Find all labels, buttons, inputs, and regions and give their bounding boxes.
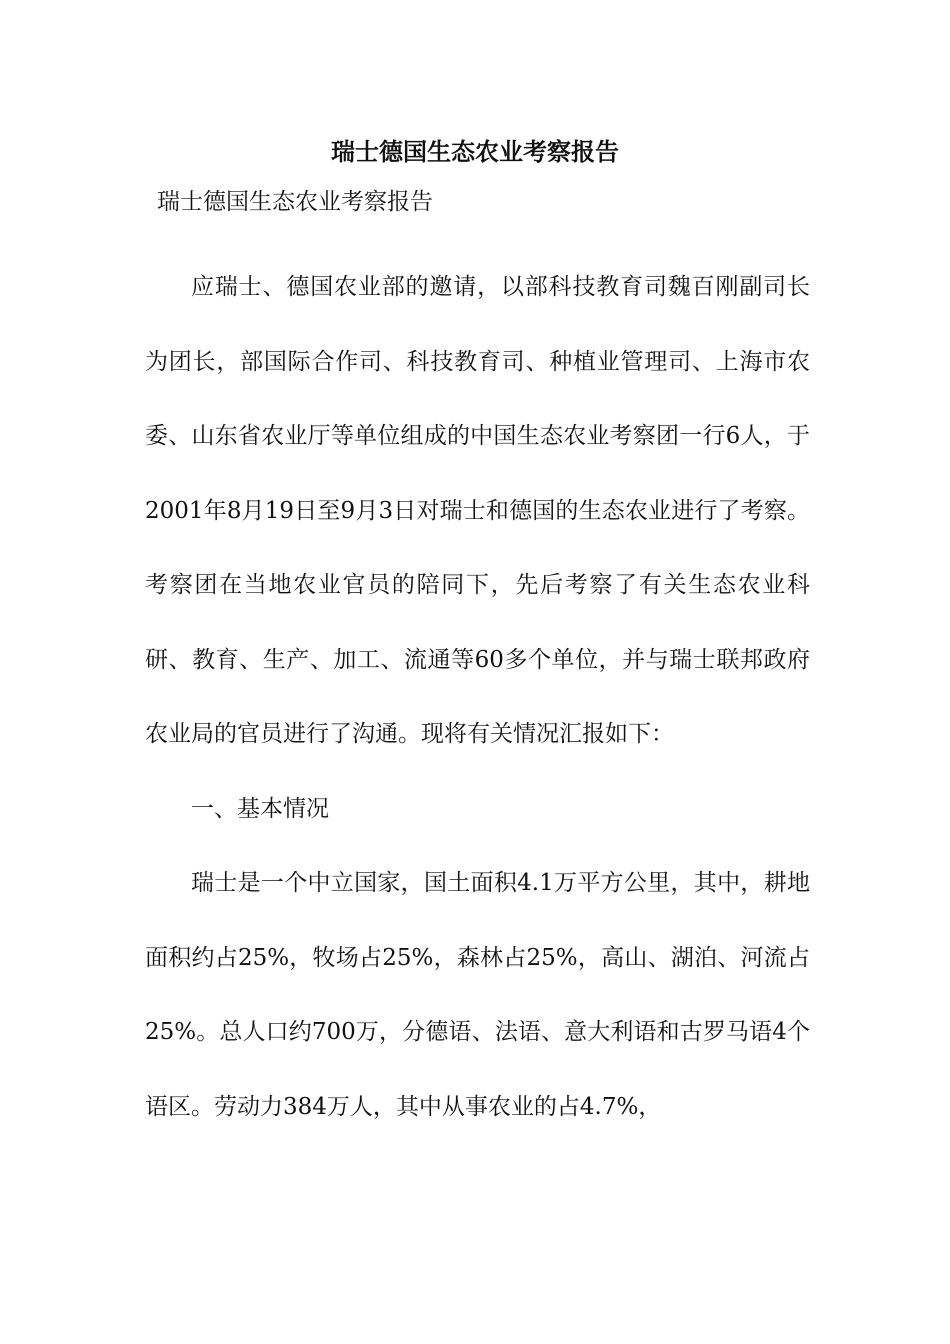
section-heading-basic-situation: 一、基本情况 <box>191 795 329 822</box>
intro-paragraph: 应瑞士、德国农业部的邀请，以部科技教育司魏百刚副司长为团长，部国际合作司、科技教育司、种植业管理司、上海市农委、山东省农业厅等单位组成的中国生态农业考察团一行6人，于2001年8月19日至9月3日对瑞士和德国的生态农业进行了考察。考察团在当地农业官员的陪同下，先后考察了有关生态农业科研、教育、生产、加工、流通等60多个单位，并与瑞士联邦政府农业局的官员进行了沟通。现将有关情况汇报如下： <box>145 274 810 747</box>
section-paragraph-basic-situation: 瑞士是一个中立国家，国土面积4.1万平方公里，其中，耕地面积约占25%，牧场占25%，森林占25%，高山、湖泊、河流占25%。总人口约700万，分德语、法语、意大利语和古罗马语4个语区。劳动力384万人，其中从事农业的占4.7%， <box>145 870 810 1120</box>
document-body <box>145 250 810 1144</box>
document-subtitle: 瑞士德国生态农业考察报告 <box>157 189 433 215</box>
document-title: 瑞士德国生态农业考察报告 <box>331 137 619 166</box>
